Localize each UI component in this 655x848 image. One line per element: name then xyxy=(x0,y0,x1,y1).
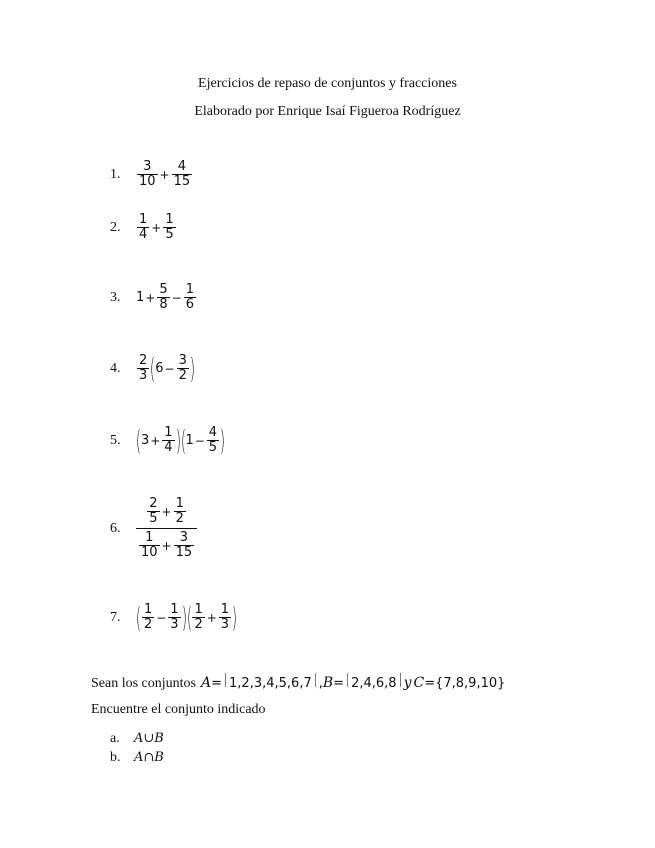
exercise-number: 4. xyxy=(110,360,121,376)
operator: − xyxy=(171,290,182,305)
whole-number: 6 xyxy=(155,361,164,376)
sets-intro: Sean los conjuntos xyxy=(91,676,196,691)
bracket-mark xyxy=(315,673,316,687)
set-b-elements: 2,4,6,8 xyxy=(351,676,397,691)
left-parenthesis: ( xyxy=(150,351,156,385)
whole-number: 1 xyxy=(136,290,145,305)
exercise-number: 6. xyxy=(110,520,121,536)
set-expression: A∩B xyxy=(134,750,164,765)
exercise-number: 2. xyxy=(110,219,121,235)
bracket-mark xyxy=(400,673,401,687)
left-parenthesis: ( xyxy=(136,600,141,634)
operator: + xyxy=(161,538,172,553)
sub-item-b xyxy=(110,750,164,766)
right-parenthesis: ) xyxy=(220,423,225,457)
right-parenthesis: ) xyxy=(175,423,181,457)
fraction: $\frac{1}{2}$ xyxy=(175,496,184,526)
left-parenthesis: ( xyxy=(180,423,186,457)
math-expression xyxy=(136,600,237,634)
fraction: $\frac{1}{3}$ xyxy=(170,602,179,632)
exercise-1 xyxy=(110,160,193,189)
exercise-6 xyxy=(110,497,197,560)
complex-fraction-numerator xyxy=(138,497,195,528)
fraction: $\frac{3}{15}$ xyxy=(175,530,193,560)
equals-sign: = xyxy=(211,676,223,691)
operator: − xyxy=(164,361,175,376)
complex-fraction xyxy=(136,497,197,560)
fraction: $\frac{1}{10}$ xyxy=(141,530,158,560)
operator: − xyxy=(194,433,205,448)
fraction: $\frac{1}{3}$ xyxy=(220,602,230,632)
sets-definition xyxy=(91,673,505,692)
fraction: $\frac{2}{3}$ xyxy=(139,353,148,383)
operator: + xyxy=(150,433,161,448)
operator: + xyxy=(161,504,172,519)
document-title: Ejercicios de repaso de conjuntos y fracciones xyxy=(198,76,457,91)
right-parenthesis: ) xyxy=(189,351,195,385)
equals-sign: = xyxy=(424,676,436,691)
set-c-label: C xyxy=(413,675,425,691)
whole-number: 3 xyxy=(140,433,150,448)
operator: + xyxy=(145,290,156,305)
bracket-mark xyxy=(347,673,348,687)
set-a-elements: 1,2,3,4,5,6,7 xyxy=(229,676,312,691)
operator: − xyxy=(156,610,167,625)
exercise-5 xyxy=(110,423,225,457)
fraction: $\frac{3}{2}$ xyxy=(178,353,187,383)
fraction: $\frac{1}{6}$ xyxy=(185,282,194,312)
exercise-number: 3. xyxy=(110,289,121,305)
right-parenthesis: ) xyxy=(232,600,237,634)
math-expression xyxy=(136,497,197,560)
fraction: $\frac{2}{5}$ xyxy=(149,496,158,526)
conjunction-y: y xyxy=(403,675,412,691)
fraction: $\frac{1}{4}$ xyxy=(164,425,173,455)
fraction: $\frac{1}{4}$ xyxy=(139,212,148,242)
fraction: $\frac{4}{15}$ xyxy=(173,159,191,189)
fraction: $\frac{4}{5}$ xyxy=(208,425,218,455)
instruction-text: Encuentre el conjunto indicado xyxy=(91,702,266,717)
exercise-2 xyxy=(110,213,177,242)
sub-item-letter: a. xyxy=(110,731,120,746)
right-parenthesis: ) xyxy=(181,600,187,634)
sub-item-letter: b. xyxy=(110,750,121,765)
exercise-4 xyxy=(110,351,195,385)
fraction: $\frac{1}{5}$ xyxy=(165,212,174,242)
operator: + xyxy=(151,220,162,235)
bracket-mark xyxy=(225,673,226,687)
fraction: $\frac{3}{10}$ xyxy=(139,159,156,189)
document-subtitle: Elaborado por Enrique Isaí Figueroa Rodríguez xyxy=(194,104,461,119)
exercise-number: 5. xyxy=(110,432,121,448)
operator: + xyxy=(159,167,170,182)
math-expression xyxy=(136,213,177,242)
math-expression xyxy=(136,351,195,385)
fraction: $\frac{1}{2}$ xyxy=(194,602,203,632)
math-expression xyxy=(136,283,197,312)
set-c-elements: {7,8,9,10} xyxy=(435,676,506,691)
whole-number: 1 xyxy=(185,433,194,448)
exercise-7 xyxy=(110,600,237,634)
set-expression: A∪B xyxy=(134,731,164,746)
left-parenthesis: ( xyxy=(186,600,192,634)
math-expression xyxy=(136,423,225,457)
complex-fraction-denominator xyxy=(136,528,197,560)
set-b-label: B xyxy=(322,675,334,691)
left-parenthesis: ( xyxy=(136,423,141,457)
equals-sign: = xyxy=(333,676,345,691)
separator: , xyxy=(318,676,323,691)
exercise-3 xyxy=(110,283,197,312)
exercise-number: 1. xyxy=(110,166,121,182)
set-a-label: A xyxy=(201,675,212,691)
exercise-number: 7. xyxy=(110,609,121,625)
fraction: $\frac{1}{2}$ xyxy=(143,602,153,632)
operator: + xyxy=(206,610,217,625)
math-expression xyxy=(136,160,193,189)
fraction: $\frac{5}{8}$ xyxy=(159,282,168,312)
sub-item-a xyxy=(110,731,164,747)
